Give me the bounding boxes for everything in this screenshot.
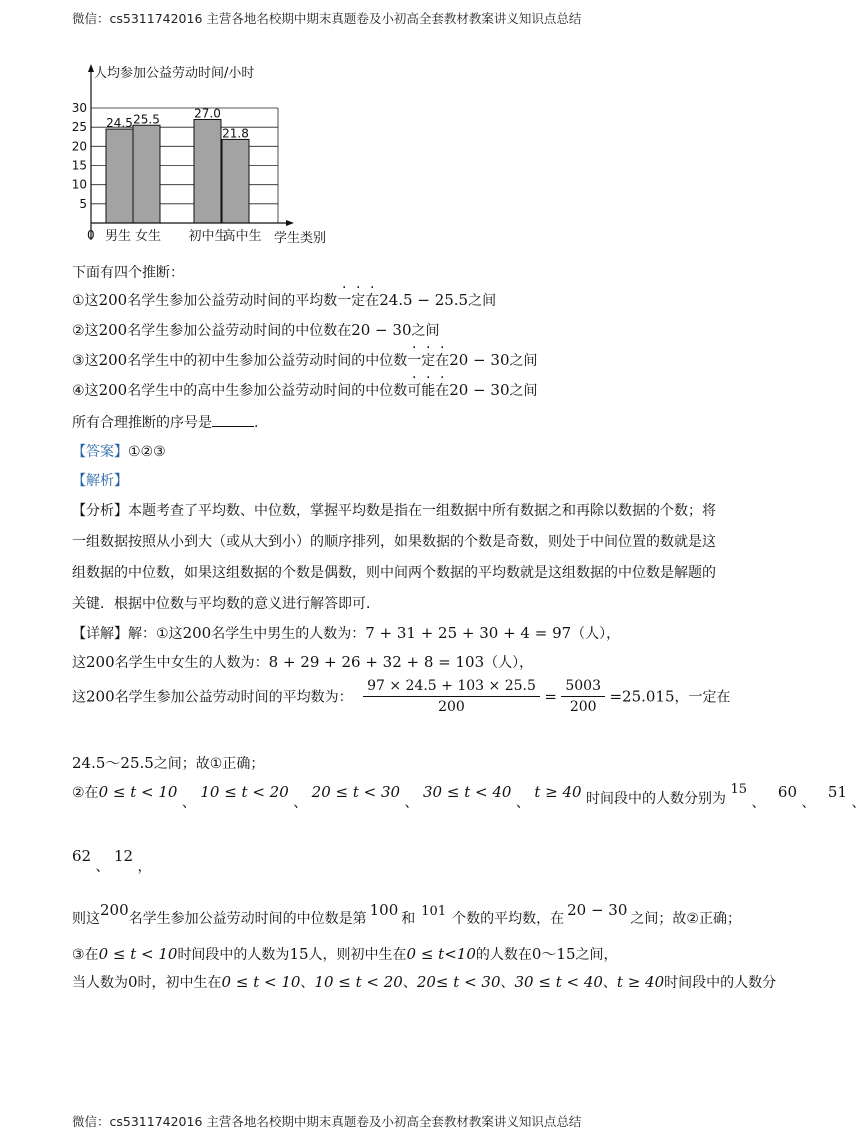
statement-3: ③这200名学生中的初中生参加公益劳动时间的中位数一定在20 − 30之间: [72, 351, 538, 369]
bar-初中生: [194, 120, 221, 224]
x-category-label: 高中生: [222, 229, 262, 244]
page-header: 微信：cs5311742016 主营各地名校期中期末真题卷及小初高全套教材教案讲义知识点总结: [72, 11, 582, 26]
value-label: 25.5: [133, 112, 160, 127]
value-label: 24.5: [106, 116, 133, 131]
y-tick-label: 20: [71, 139, 87, 154]
statement-1: ①这200名学生参加公益劳动时间的平均数一定在24.5 − 25.5之间: [72, 291, 497, 309]
y-tick-label: 30: [71, 101, 87, 115]
detail-line-4: 24.5～25.5之间；故①正确；: [72, 754, 265, 772]
question-intro: 下面有四个推断：: [72, 265, 184, 281]
bar-女生: [133, 125, 160, 223]
detail-line-3: 这200名学生参加公益劳动时间的平均数为： $\frac{97 \times 24.5 + 103 \times 25.5}{200}$ = $\frac{5003}{200}$ =25.015，一定在: [72, 678, 731, 715]
bar-男生: [106, 129, 133, 223]
statement-2: ②这200名学生参加公益劳动时间的中位数在20 − 30之间: [72, 321, 440, 339]
question-ask: 所有合理推断的序号是 .: [72, 415, 259, 431]
answer-line: 【答案】①②③: [72, 444, 166, 460]
detail-line-7: 则这200名学生参加公益劳动时间的中位数是第 100 和 101 个数的平均数，在 20 − 30 之间；故②正确；: [72, 901, 741, 927]
answer-blank: [212, 414, 254, 427]
statement-4: ④这200名学生中的高中生参加公益劳动时间的中位数可能在20 − 30之间: [72, 381, 538, 399]
y-tick-label: 15: [71, 158, 87, 173]
detail-line-5: ②在0 ≤ t < 10 、 10 ≤ t < 20 、 20 ≤ t < 30 、 30 ≤ t < 40 、 t ≥ 40 时间段中的人数分别为 15 、 60 、 51 、: [72, 782, 865, 811]
detail-line-9: 当人数为0时，初中生在0 ≤ t < 10、10 ≤ t < 20、20≤ t < 30、30 ≤ t < 40、t ≥ 40时间段中的人数分: [72, 973, 777, 991]
chart-x-axis-label: 学生类别: [274, 231, 327, 246]
chart-title: 人均参加公益劳动时间/小时: [94, 66, 255, 81]
y-tick-label: 10: [71, 177, 87, 192]
bar-chart: [70, 58, 330, 248]
detail-line-6: 62 、 12 ，: [72, 847, 152, 875]
analysis-line-1: 【分析】本题考查了平均数、中位数，掌握平均数是指在一组数据中所有数据之和再除以数据的个数；将: [72, 503, 716, 519]
analysis-line-4: 关键．根据中位数与平均数的意义进行解答即可．: [72, 596, 380, 612]
x-category-label: 男生: [104, 229, 132, 244]
y-tick-label: 5: [79, 196, 87, 211]
detail-line-2: 这200名学生中女生的人数为：8 + 29 + 26 + 32 + 8 = 103（人），: [72, 653, 534, 671]
x-axis-arrow: [286, 220, 294, 226]
jiexi-label: 【解析】: [72, 473, 128, 489]
bar-高中生: [222, 139, 249, 223]
chart-x-labels: [105, 228, 262, 244]
page-footer: 微信：cs5311742016 主营各地名校期中期末真题卷及小初高全套教材教案讲义知识点总结: [72, 1114, 582, 1129]
value-label: 21.8: [222, 126, 249, 141]
chart-origin: 0: [87, 228, 95, 242]
y-tick-label: 25: [71, 120, 87, 135]
value-label: 27.0: [194, 106, 221, 121]
analysis-line-3: 组数据的中位数，如果这组数据的个数是偶数，则中间两个数据的平均数就是这组数据的中位数是解题的: [72, 565, 716, 581]
chart-y-ticks: [72, 101, 87, 211]
detail-line-1: 【详解】解：①这200名学生中男生的人数为：7 + 31 + 25 + 30 + 4 = 97（人），: [72, 624, 621, 642]
detail-line-8: ③在0 ≤ t < 10时间段中的人数为15人，则初中生在0 ≤ t<10的人数在0～15之间，: [72, 945, 618, 963]
analysis-line-2: 一组数据按照从小到大（或从大到小）的顺序排列，如果数据的个数是奇数，则处于中间位置的数就是这: [72, 534, 716, 550]
x-category-label: 初中生: [188, 229, 228, 244]
x-category-label: 女生: [134, 229, 162, 244]
